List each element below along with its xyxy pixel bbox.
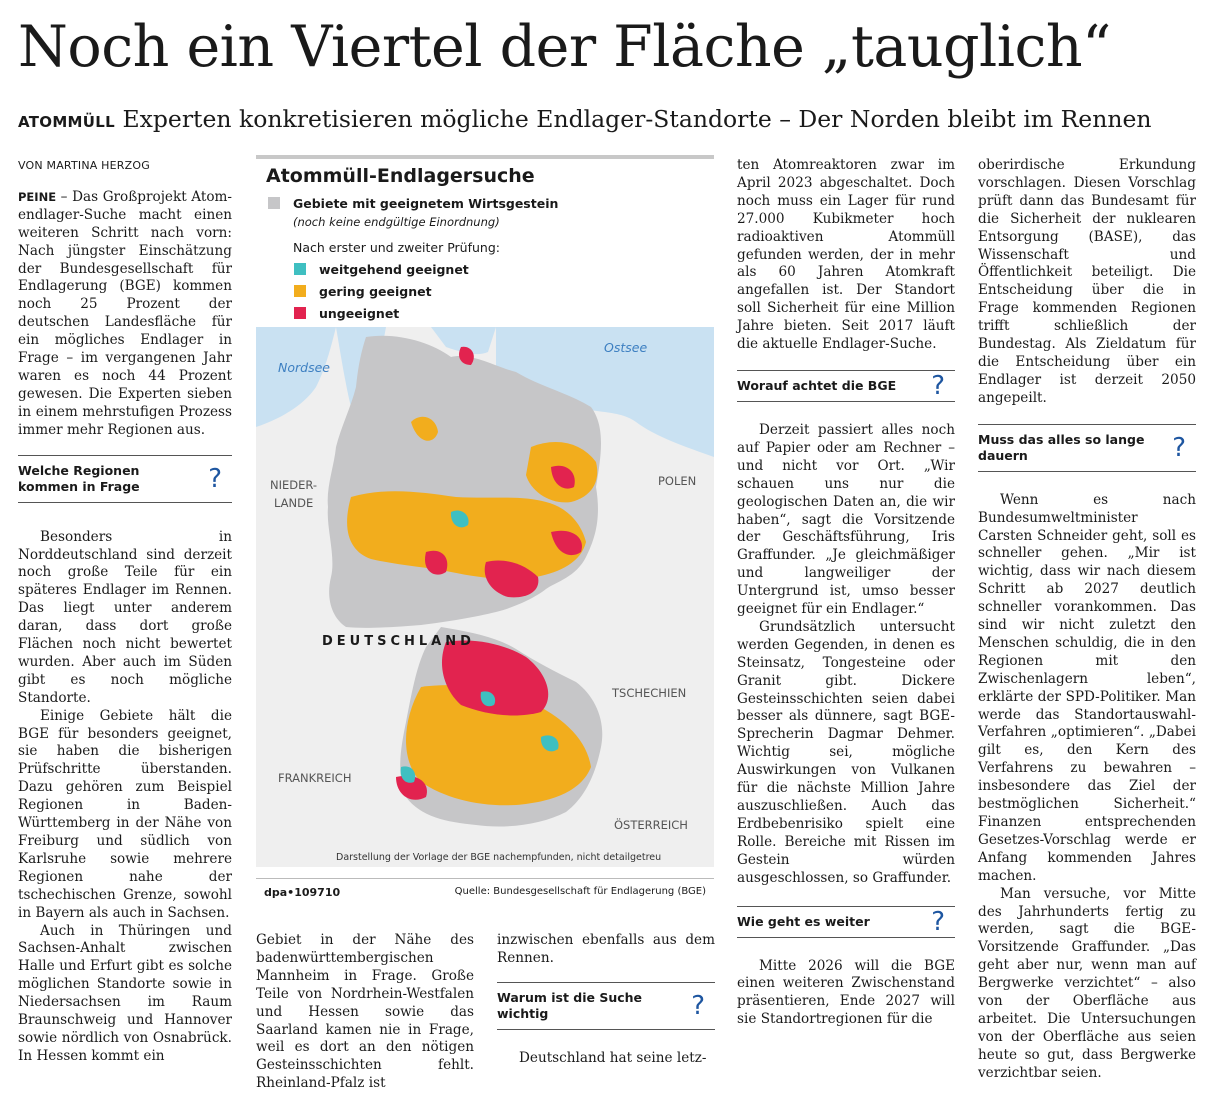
question-text: Muss das alles so lange dauern (978, 431, 1145, 463)
paragraph: Man versuche, vor Mitte des Jahrhunderts fertig zu werden, sagt die BGE-Vorsitzende Graffunder. „Das geht aber nur, wenn man auf Bergwerke verzichtet“ – also von der Oberfläche aus arbeitet. Die Untersuchungen von der Oberfläche aus seien heute so gut, dass Bergwerke verzichtbar seien. (978, 885, 1196, 1081)
paragraph: Auch in Thüringen und Sachsen-Anhalt zwischen Halle und Erfurt gibt es solche möglichen Standorte sowie in Niedersachsen im Raum Braunschweig und Hannover sowie nördlich von Osnabrück. In Hessen kommt ein (18, 922, 232, 1064)
legend-intro: Nach erster und zweiter Prüfung: (293, 240, 501, 255)
column-3 (497, 932, 715, 1068)
question-text: Wie geht es weiter (737, 913, 870, 929)
legend-red: ungeeignet (294, 306, 399, 321)
map-note: Darstellung der Vorlage der BGE nachempfunden, nicht detailgetreu (336, 852, 662, 863)
legend-orange: gering geeignet (294, 284, 432, 299)
question-box-dauern (978, 424, 1196, 472)
graphic-title: Atommüll-Endlagersuche (266, 165, 535, 187)
column-1 (18, 157, 232, 1066)
label-oesterreich: ÖSTERREICH (614, 818, 688, 832)
paragraph: Grundsätzlich untersucht werden Gegenden, in denen es Steinsatz, Tongesteine oder Granit gibt. Dickere Gesteinsschichten seien dabei besser als dünnere, sagt BGE-Sprecherin Dagmar Dehmer. Wichtig sei, mögliche Auswirkungen von Vulkanen für die nächste Million Jahre auszuschließen. Auch das Erdbebenrisiko spielt eine Rolle. Bereiche mit Rissen im Gestein würden ausgeschlossen, so Graffunder. (737, 618, 955, 886)
map-graphic (256, 155, 714, 908)
dateline: PEINE (18, 189, 57, 204)
subheadline-row (18, 104, 1208, 137)
legend-swatch-teal (294, 263, 306, 275)
paragraph: inzwischen ebenfalls aus dem Rennen. (497, 932, 715, 966)
lead-paragraph: PEINE – Das Großprojekt Atomendlager-Suche macht einen weiteren Schritt nach vorn: Nach jüngster Einschätzung der Bundesgesellschaft für Endlagerung (BGE) kommen noch 25 Prozent der deutschen Landesfläche für ein mögliches Endlager in Frage – im vergangenen Jahr waren es noch 44 Prozent gewesen. Die Experten sieben in einem mehrstufigen Prozess immer mehr Regionen aus. (18, 188, 232, 438)
legend-swatch-red (294, 307, 306, 319)
question-text: Warum ist die Suche wichtig (497, 989, 643, 1021)
question-box-bge (737, 370, 955, 402)
label-nordsee: Nordsee (278, 360, 330, 375)
source-credit: Quelle: Bundesgesellschaft für Endlagerung (BGE) (454, 886, 706, 897)
question-text: Worauf achtet die BGE (737, 377, 897, 393)
label-niederlande-1: NIEDER- (270, 478, 318, 492)
label-polen: POLEN (658, 474, 697, 488)
paragraph: Wenn es nach Bundesumweltminister Carsten Schneider geht, soll es schneller gehen. „Mir ist wichtig, dass wir nach diesem Schritt ab 2027 deutlich schneller vorankommen. Das sind wir nicht zuletzt den Menschen schuldig, die in den Regionen mit den Zwischenlagern leben“, erklärte der SPD-Politiker. Man werde das Standortauswahl-Verfahren „optimieren“. „Dabei gilt es, den Kern des Verfahrens zu bewahren – insbesondere das Ziel der bestmöglichen Sicherheit.“ Finanzen entsprechenden Gesetzes-Vorschlag werde er Anfang kommenden Jahres machen. (978, 491, 1196, 884)
question-box-weiter (737, 906, 955, 938)
graphic-footer (256, 878, 714, 905)
paragraph: Besonders in Norddeutschland sind derzeit noch große Teile für ein späteres Endlager im Rennen. Das liegt unter anderem daran, dass dort große Flächen noch nicht bewertet wurden. Aber auch im Süden gibt es noch mögliche Standorte. (18, 528, 232, 706)
question-box-suche (497, 982, 715, 1030)
paragraph: Deutschland hat seine letz- (519, 1049, 707, 1066)
kicker: ATOMMÜLL (18, 113, 115, 131)
legend-gray: Gebiete mit geeignetem Wirtsgestein (268, 196, 558, 211)
question-text: Welche Regionen kommen in Frage (18, 462, 140, 494)
question-mark-icon: ? (691, 990, 705, 1021)
paragraph: ten Atomreaktoren zwar im April 2023 abgeschaltet. Doch noch muss ein Lager für rund 27.000 Kubikmeter hoch radioaktiven Atommüll gefunden werden, der in mehr als 60 Jahren Atomkraft angefallen ist. Der Standort soll Sicherheit für eine Million Jahre bieten. Seit 2017 läuft die aktuelle Endlager-Suche. (737, 157, 955, 353)
legend-swatch-orange (294, 285, 306, 297)
question-box-regionen (18, 455, 232, 503)
subheadline: Experten konkretisieren mögliche Endlager-Standorte – Der Norden bleibt im Rennen (122, 105, 1152, 133)
paragraph: Derzeit passiert alles noch auf Papier oder am Rechner – und nicht vor Ort. „Wir schauen uns nur die geologischen Daten an, die wir haben“, sagt die Vorsitzende der Geschäftsführung, Iris Graffunder. „Je gleichmäßiger und langweiliger der Untergrund ist, umso besser geeignet für ein Endlager.“ (737, 421, 955, 618)
question-mark-icon: ? (931, 370, 945, 401)
label-tschechien: TSCHECHIEN (612, 686, 687, 700)
column-4 (737, 157, 955, 1029)
column-2 (256, 932, 474, 1093)
column-5 (978, 157, 1196, 1083)
headline: Noch ein Viertel der Fläche „tauglich“ (18, 14, 1111, 80)
graphic-top-rule (256, 155, 714, 159)
paragraph: oberirdische Erkundung vorschlagen. Diesen Vorschlag prüft dann das Bundesamt für die Sicherheit der nuklearen Entsorgung (BASE), das Wissenschaft und Öffentlichkeit beteiligt. Die Entscheidung über die in Frage kommenden Regionen trifft schließlich der Bundestag. Als Zieldatum für die Entscheidung über ein Endlager ist derzeit 2050 angepeilt. (978, 157, 1196, 406)
question-mark-icon: ? (208, 463, 222, 494)
agency-credit: dpa•109710 (264, 886, 341, 899)
legend-gray-note: (noch keine endgültige Einordnung) (293, 215, 500, 229)
legend-teal: weitgehend geeignet (294, 262, 469, 277)
label-deutschland: DEUTSCHLAND (322, 634, 475, 649)
label-ostsee: Ostsee (604, 340, 648, 355)
label-frankreich: FRANKREICH (278, 771, 352, 785)
paragraph: Mitte 2026 will die BGE einen weiteren Zwischenstand präsentieren, Ende 2027 will sie Standortregionen für die (737, 957, 955, 1028)
label-niederlande-2: LANDE (274, 496, 314, 510)
question-mark-icon: ? (1172, 432, 1186, 463)
germany-map (256, 327, 714, 867)
question-mark-icon: ? (931, 906, 945, 937)
paragraph: Einige Gebiete hält die BGE für besonders geeignet, sie haben die bisherigen Prüfschritte überstanden. Dazu gehören zum Beispiel Regionen in Baden-Württemberg in der Nähe von Freiburg und südlich von Karlsruhe sowie mehrere Regionen nahe der tschechischen Grenze, sowohl in Bayern als auch in Sachsen. (18, 707, 232, 921)
paragraph: Gebiet in der Nähe des badenwürttembergischen Mannheim in Frage. Große Teile von Nordrhein-Westfalen und Hessen sowie das Saarland kamen nie in Frage, weil es dort an den nötigen Gesteinsschichten fehlt. Rheinland-Pfalz ist (256, 932, 474, 1092)
legend-swatch-gray (268, 197, 280, 209)
author-byline: VON MARTINA HERZOG (18, 159, 150, 172)
